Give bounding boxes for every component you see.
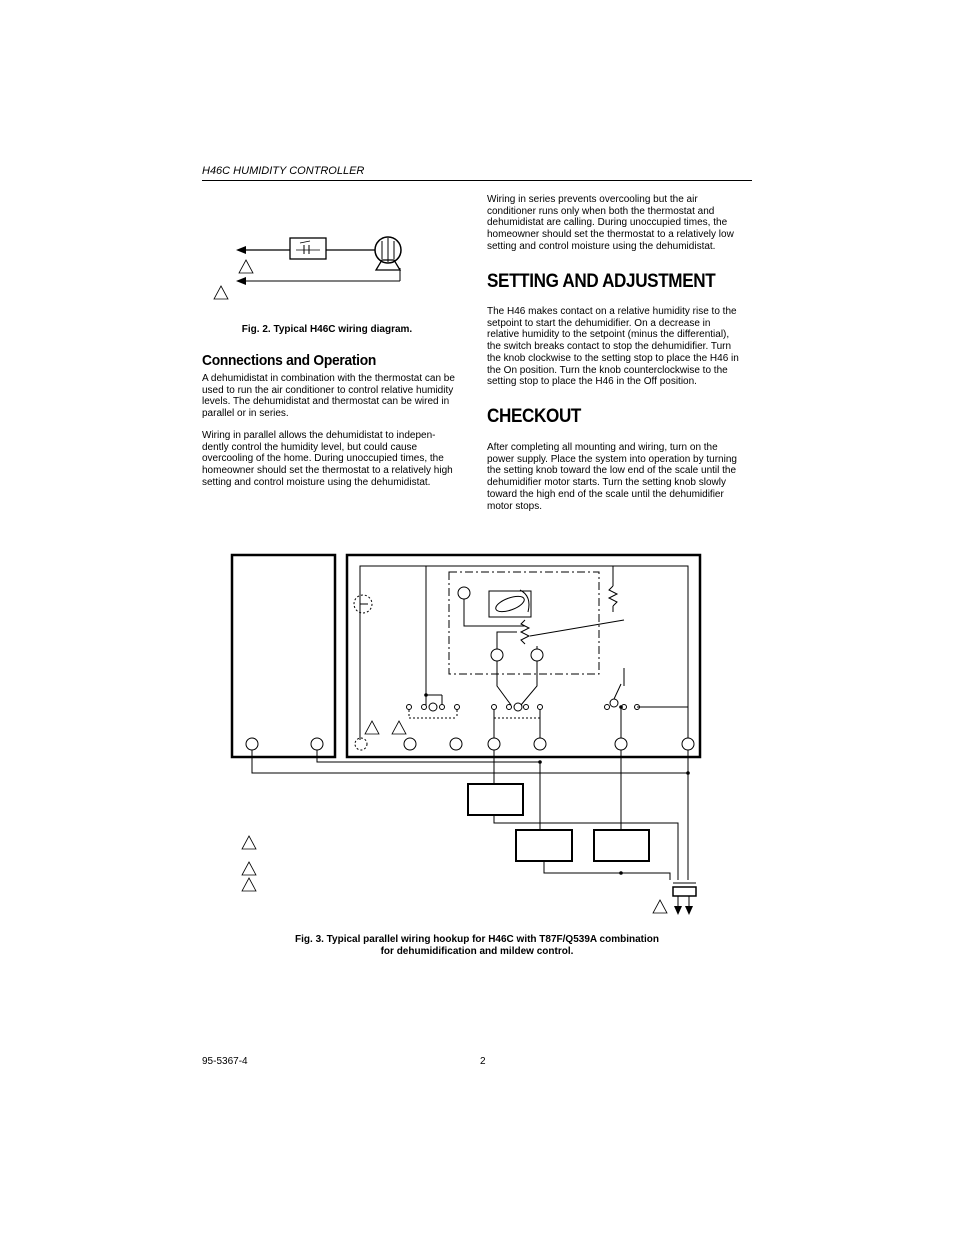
fig3-arrow [674,906,682,915]
fig3-junction [619,705,623,709]
fig3-relay-box [516,830,572,861]
text-line: overcooling of the home. During unoccupied times, the [202,453,444,465]
text-line: the On position. Turn the knob counterclockwise to the [487,364,728,376]
fig3-junction [538,760,542,764]
section-heading-connections: Connections and Operation [202,352,377,369]
fig3-power-plug [673,887,696,896]
fig3-terminal [404,738,416,750]
fig3-terminal [534,738,546,750]
fig3-terminal [458,587,470,599]
text-line: Wiring in parallel allows the dehumidistat to indepen- [202,430,436,441]
text-line: Wiring in series prevents overcooling but the air [487,194,698,205]
fig3-caption [230,934,724,958]
section-heading-checkout: CHECKOUT [487,406,582,427]
section-heading-setting: SETTING AND ADJUSTMENT [487,271,716,292]
text-line: setting and control moisture using the dehumidistat. [202,476,431,488]
caption-line: for dehumidification and mildew control. [380,946,574,957]
fig3-h46c-box [347,555,700,757]
fig3-note-triangle [653,900,667,913]
text-line: parallel or in series. [202,408,289,420]
fig3-note-triangle [242,836,256,849]
text-line: dehumidistat are calling. During unoccupied times, the [487,217,728,229]
fig3-note-triangle [392,721,406,734]
fig2-caption: Fig. 2. Typical H46C wiring diagram. [241,324,413,335]
fig3-terminal [531,649,543,661]
text-line: setting and control moisture using the dehumidistat. [487,240,716,252]
text-line: the setting knob toward the low end of the scale until the [487,465,737,477]
fig3-junction [619,871,623,875]
fig3-junction [686,771,690,775]
fig3-junction [424,693,428,697]
fig3-terminal [246,738,258,750]
fig3-terminal [311,738,323,750]
text-line: relative humidity to the setpoint (minus the differential), [487,329,730,341]
text-line: dently control the humidity level, but could cause [202,441,418,453]
fig3-terminal [450,738,462,750]
page-number: 2 [480,1056,486,1067]
fig3-switch-strip-2 [492,703,543,711]
fig3-resistor [609,586,617,606]
fig3-resistor [521,620,529,644]
text-line: The H46 makes contact on a relative humidity rise to the [487,306,737,317]
caption-line: Fig. 3. Typical parallel wiring hookup for H46C with T87F/Q539A combination [295,934,659,945]
text-line: setpoint to start the dehumidifier. On a decrease in [487,317,711,329]
fig3-switch-strip-1 [407,703,460,711]
fig3-sensor-housing [449,572,599,674]
fig3-fan-box [594,830,649,861]
text-line: homeowner should set the thermostat to a relatively high [202,465,453,477]
fig3-arrow [685,906,693,915]
text-line: power supply. Place the system into operation by turning [487,453,737,465]
text-line: conditioner runs only when both the thermostat and [487,205,715,217]
fig3-note-triangle [242,862,256,875]
text-line: used to run the air conditioner to control relative humidity [202,384,454,396]
text-line: dehumidifier motor starts. Turn the setting knob slowly [487,477,726,489]
fig3-terminal [615,738,627,750]
fig3-humidity-element [489,591,531,617]
doc-number: 95-5367-4 [202,1056,248,1067]
text-line: the switch breaks contact to stop the dehumidifier. Turn [487,341,732,353]
fig3-terminal [488,738,500,750]
text-line: A dehumidistat in combination with the thermostat can be [202,373,455,384]
fig3-terminal [682,738,694,750]
text-line: toward the high end of the scale until the dehumidifier [487,488,724,500]
fig3-note-triangle [365,721,379,734]
running-title: H46C HUMIDITY CONTROLLER [202,165,365,177]
fig3-thermostat-box [232,555,335,757]
text-line: homeowner should set the thermostat to a relatively low [487,229,734,241]
text-line: motor stops. [487,500,543,512]
text-line: setting stop to place the H46 in the Off position. [487,376,697,388]
fig3-terminal [491,649,503,661]
fig3-note-triangle [242,878,256,891]
text-line: After completing all mounting and wiring, turn on the [487,442,718,453]
text-line: the knob clockwise to the setting stop to place the H46 in [487,352,739,364]
text-line: levels. The dehumidistat and thermostat can be wired in [202,396,450,408]
fig3-optional-terminal [355,738,367,750]
fig3-transformer-box [468,784,523,815]
